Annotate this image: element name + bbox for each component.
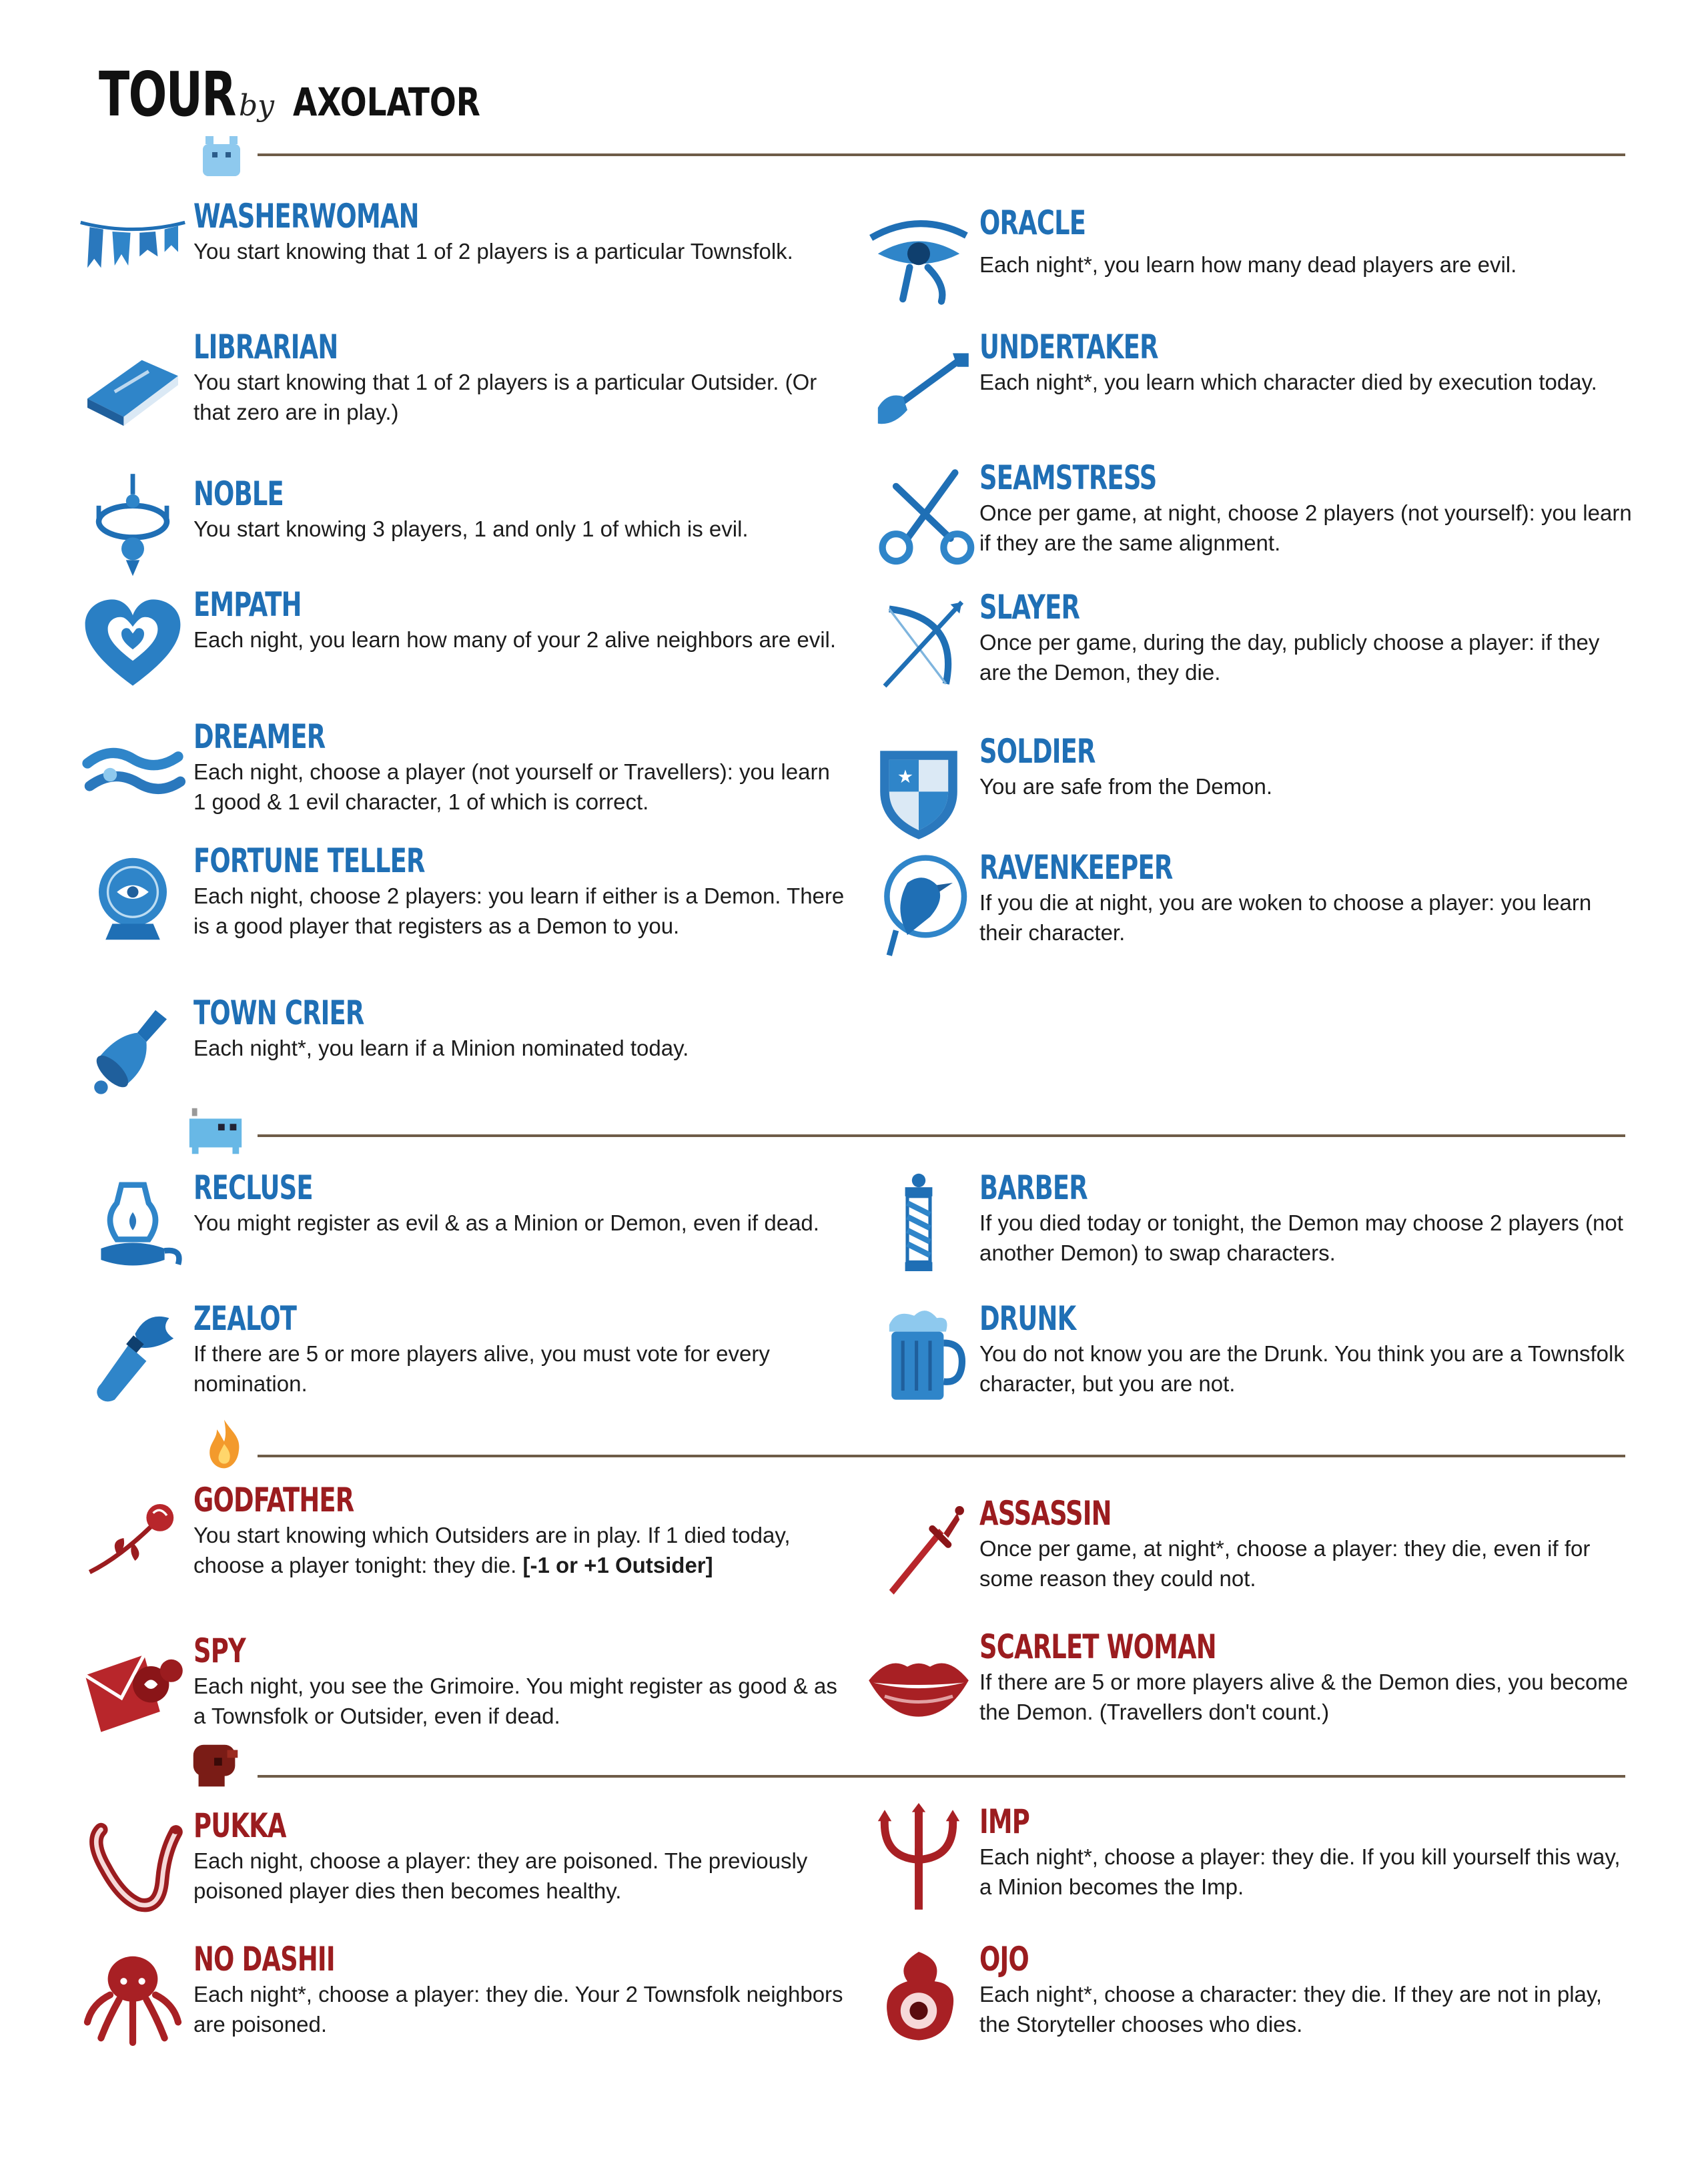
role-noble (76, 467, 847, 581)
role-name: EMPATH (193, 585, 302, 624)
role-ability: Each night, choose a player (not yourself or Travellers): you learn 1 good & 1 evil character, 1 of which is correct. (193, 759, 830, 814)
crystal-ball-icon (76, 842, 189, 956)
role-ability: You start knowing that 1 of 2 players is a particular Townsfolk. (193, 239, 793, 264)
role-godfather (76, 1481, 847, 1595)
role-name: GODFATHER (193, 1481, 354, 1519)
red-pixel-skull-icon (185, 1739, 246, 1792)
role-barber (862, 1169, 1633, 1283)
role-pukka (76, 1807, 847, 1920)
role-ability: Once per game, at night*, choose a player: they die, even if for some reason they could not. (979, 1536, 1591, 1591)
role-name: SPY (193, 1632, 246, 1670)
role-name: IMP (979, 1802, 1030, 1841)
title-by: by (239, 89, 275, 123)
role-ability: Each night*, you learn if a Minion nominated today. (193, 1036, 689, 1060)
role-ability: Each night*, choose a player: they die. If you kill yourself this way, a Minion becomes the Imp. (979, 1844, 1621, 1899)
role-name: NOBLE (193, 474, 284, 513)
role-ability: Each night, choose 2 players: you learn if either is a Demon. There is a good player that registers as a Demon to you. (193, 883, 845, 938)
beer-tankard-icon (862, 1300, 975, 1413)
role-name: FORTUNE TELLER (193, 841, 425, 880)
role-empath (76, 586, 847, 699)
role-ability: Each night, you see the Grimoire. You might register as good & as a Townsfolk or Outsider, even if dead. (193, 1674, 837, 1728)
role-ojo (862, 1940, 1633, 2054)
role-undertaker (862, 328, 1633, 442)
role-name: SEAMSTRESS (979, 458, 1157, 497)
ability-text: You start knowing which Outsiders are in play. If 1 died today, choose a player tonight: they die. (193, 1523, 791, 1577)
role-ability (193, 1520, 847, 1580)
role-name: SOLDIER (979, 732, 1096, 771)
flaming-eye-icon (862, 1940, 975, 2054)
raven-icon (862, 849, 975, 962)
role-ability: You might register as evil & as a Minion or Demon, even if dead. (193, 1210, 819, 1235)
role-assassin (862, 1495, 1633, 1608)
role-ability: Each night, choose a player: they are poisoned. The previously poisoned player dies then becomes healthy. (193, 1848, 808, 1903)
role-name: RECLUSE (193, 1168, 313, 1207)
role-slayer (862, 589, 1633, 702)
townsfolk-divider (258, 153, 1625, 156)
role-ability: Once per game, during the day, publicly choose a player: if they are the Demon, they die. (979, 630, 1600, 685)
role-ability: If there are 5 or more players alive & the Demon dies, you become the Demon. (Travellers don't count.) (979, 1670, 1629, 1724)
chandelier-icon (76, 467, 189, 581)
role-ability: You start knowing that 1 of 2 players is a particular Outsider. (Or that zero are in play.) (193, 370, 817, 424)
role-name: ORACLE (979, 204, 1086, 242)
eye-of-horus-icon (862, 202, 975, 315)
role-ability: If there are 5 or more players alive, you must vote for every nomination. (193, 1341, 770, 1396)
role-ability: Once per game, at night, choose 2 players (not yourself): you learn if they are the same alignment. (979, 500, 1632, 555)
book-icon (76, 328, 189, 442)
role-seamstress (862, 459, 1633, 573)
setup-note: [-1 or +1 Outsider] (522, 1553, 713, 1577)
rose-icon (76, 1481, 189, 1595)
role-scarlet-woman (862, 1628, 1633, 1742)
script-title: TOUR (99, 59, 236, 130)
wax-seal-letter-icon (76, 1632, 189, 1746)
role-ability: If you died today or tonight, the Demon may choose 2 players (not another Demon) to swap characters. (979, 1210, 1623, 1265)
demon-divider (258, 1775, 1625, 1778)
heart-icon (76, 586, 189, 699)
role-ability: Each night*, choose a character: they die. If they are not in play, the Storyteller chooses who dies. (979, 1982, 1603, 2037)
hand-bell-icon (76, 994, 189, 1108)
role-name: ZEALOT (193, 1299, 297, 1338)
svg-text:★: ★ (897, 766, 914, 787)
role-name: UNDERTAKER (979, 328, 1158, 366)
role-ability: Each night, you learn how many of your 2 alive neighbors are evil. (193, 627, 837, 652)
role-no-dashii (76, 1940, 847, 2054)
oil-lamp-icon (76, 1169, 189, 1283)
role-name: WASHERWOMAN (193, 197, 419, 236)
role-ability: Each night*, you learn which character died by execution today. (979, 370, 1597, 394)
blue-pixel-creature-icon (195, 131, 248, 184)
role-name: TOWN CRIER (193, 994, 364, 1032)
role-ability: Each night*, you learn how many dead players are evil. (979, 252, 1517, 277)
role-spy (76, 1632, 847, 1746)
shovel-icon (862, 328, 975, 442)
role-oracle (862, 202, 1633, 315)
dagger-icon (862, 1495, 975, 1608)
role-name: PUKKA (193, 1806, 286, 1845)
role-name: BARBER (979, 1168, 1088, 1207)
lips-icon (862, 1628, 975, 1742)
scissors-icon (862, 459, 975, 573)
octopus-icon (76, 1940, 189, 2054)
trident-icon (862, 1803, 975, 1916)
role-ability: You are safe from the Demon. (979, 774, 1273, 799)
role-ability: You do not know you are the Drunk. You think you are a Townsfolk character, but you are not. (979, 1341, 1625, 1396)
role-librarian (76, 328, 847, 442)
laundry-line-icon (76, 198, 189, 311)
serpent-icon (76, 1807, 189, 1920)
role-ability: If you die at night, you are woken to choose a player: you learn their character. (979, 890, 1592, 945)
torch-bottle-icon (76, 1300, 189, 1413)
role-dreamer (76, 718, 847, 831)
script-author: AXOLATOR (293, 79, 480, 125)
role-name: SLAYER (979, 588, 1080, 627)
role-name: ASSASSIN (979, 1494, 1112, 1533)
role-ability: You start knowing 3 players, 1 and only 1 of which is evil. (193, 516, 749, 541)
cloud-swirl-icon (76, 718, 189, 831)
role-imp (862, 1803, 1633, 1916)
role-name: LIBRARIAN (193, 328, 338, 366)
role-fortune-teller (76, 842, 847, 956)
role-recluse (76, 1169, 847, 1283)
blue-pixel-creature-with-antenna-icon (184, 1105, 247, 1158)
barber-pole-icon (862, 1169, 975, 1283)
role-soldier (862, 733, 1633, 846)
role-town-crier (76, 994, 847, 1108)
shield-icon (862, 733, 975, 846)
bow-and-arrow-icon (862, 589, 975, 702)
role-drunk (862, 1300, 1633, 1413)
outsider-divider (258, 1134, 1625, 1137)
role-zealot (76, 1300, 847, 1413)
role-name: SCARLET WOMAN (979, 1628, 1216, 1666)
flame-icon (197, 1417, 251, 1471)
role-name: NO DASHII (193, 1940, 335, 1978)
role-ravenkeeper (862, 849, 1633, 962)
page-title (99, 59, 501, 130)
role-washerwoman (76, 198, 847, 311)
minion-divider (258, 1455, 1625, 1457)
role-name: DRUNK (979, 1299, 1076, 1338)
role-name: DREAMER (193, 717, 326, 756)
role-name: OJO (979, 1940, 1029, 1978)
role-ability: Each night*, choose a player: they die. Your 2 Townsfolk neighbors are poisoned. (193, 1982, 843, 2037)
role-name: RAVENKEEPER (979, 848, 1173, 887)
